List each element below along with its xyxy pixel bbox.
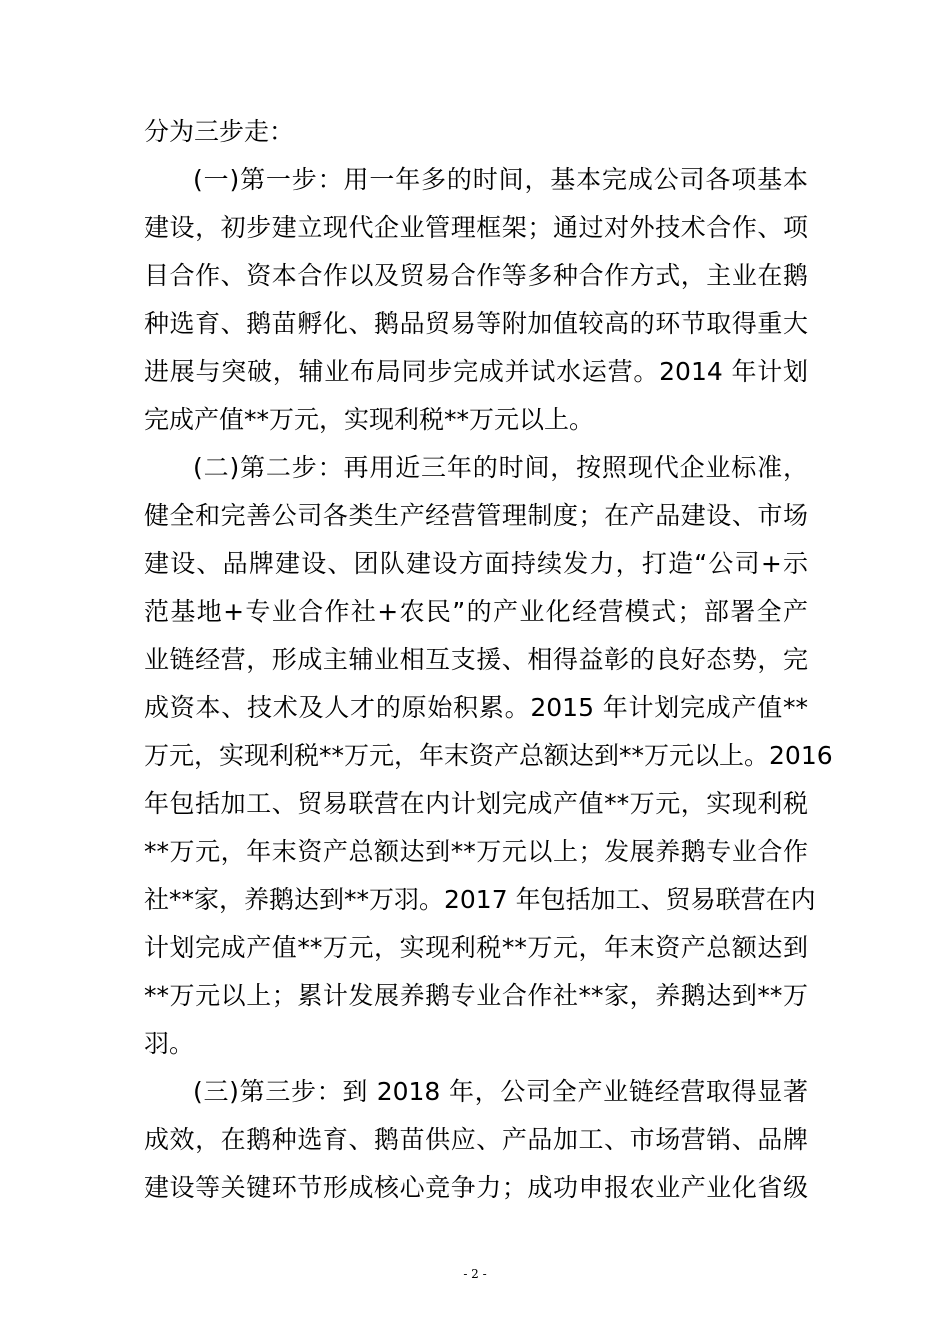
- paragraph-line: 社**家，养鹅达到**万羽。2017 年包括加工、贸易联营在内: [144, 885, 816, 914]
- paragraph-line: 进展与突破，辅业布局同步完成并试水运营。2014 年计划: [144, 357, 808, 386]
- paragraph-line: 健全和完善公司各类生产经营管理制度；在产品建设、市场: [144, 501, 808, 530]
- paragraph-line: 完成产值**万元，实现利税**万元以上。: [144, 405, 595, 434]
- paragraph-line: 成效，在鹅种选育、鹅苗供应、产品加工、市场营销、品牌: [144, 1125, 808, 1154]
- paragraph-line: 目合作、资本合作以及贸易合作等多种合作方式，主业在鹅: [144, 261, 808, 290]
- paragraph-line: 范基地+专业合作社+农民”的产业化经营模式；部署全产: [144, 597, 808, 626]
- paragraph-line: 业链经营，形成主辅业相互支援、相得益彰的良好态势，完: [144, 645, 808, 674]
- paragraph-line: **万元，年末资产总额达到**万元以上；发展养鹅专业合作: [144, 837, 808, 866]
- paragraph-line: (二)第二步：再用近三年的时间，按照现代企业标准，: [193, 453, 808, 482]
- paragraph-line: 种选育、鹅苗孵化、鹅品贸易等附加值较高的环节取得重大: [144, 309, 808, 338]
- paragraph-line: 建设，初步建立现代企业管理框架；通过对外技术合作、项: [144, 213, 808, 242]
- paragraph-line: 年包括加工、贸易联营在内计划完成产值**万元，实现利税: [144, 789, 808, 818]
- paragraph-line: 万元，实现利税**万元，年末资产总额达到**万元以上。2016: [144, 741, 833, 770]
- paragraph-line: (三)第三步：到 2018 年，公司全产业链经营取得显著: [193, 1077, 808, 1106]
- paragraph-line: (一)第一步：用一年多的时间，基本完成公司各项基本: [193, 165, 808, 194]
- page-number: - 2 -: [463, 1267, 487, 1281]
- paragraph-line: 计划完成产值**万元，实现利税**万元，年末资产总额达到: [144, 933, 808, 962]
- paragraph-line: 建设等关键环节形成核心竞争力；成功申报农业产业化省级: [144, 1173, 808, 1202]
- paragraph-line: 建设、品牌建设、团队建设方面持续发力，打造“公司+示: [144, 549, 808, 578]
- paragraph-line: **万元以上；累计发展养鹅专业合作社**家，养鹅达到**万: [144, 981, 808, 1010]
- paragraph-line: 成资本、技术及人才的原始积累。2015 年计划完成产值**: [144, 693, 808, 722]
- paragraph-line: 羽。: [144, 1029, 195, 1058]
- paragraph-line: 分为三步走：: [144, 117, 295, 146]
